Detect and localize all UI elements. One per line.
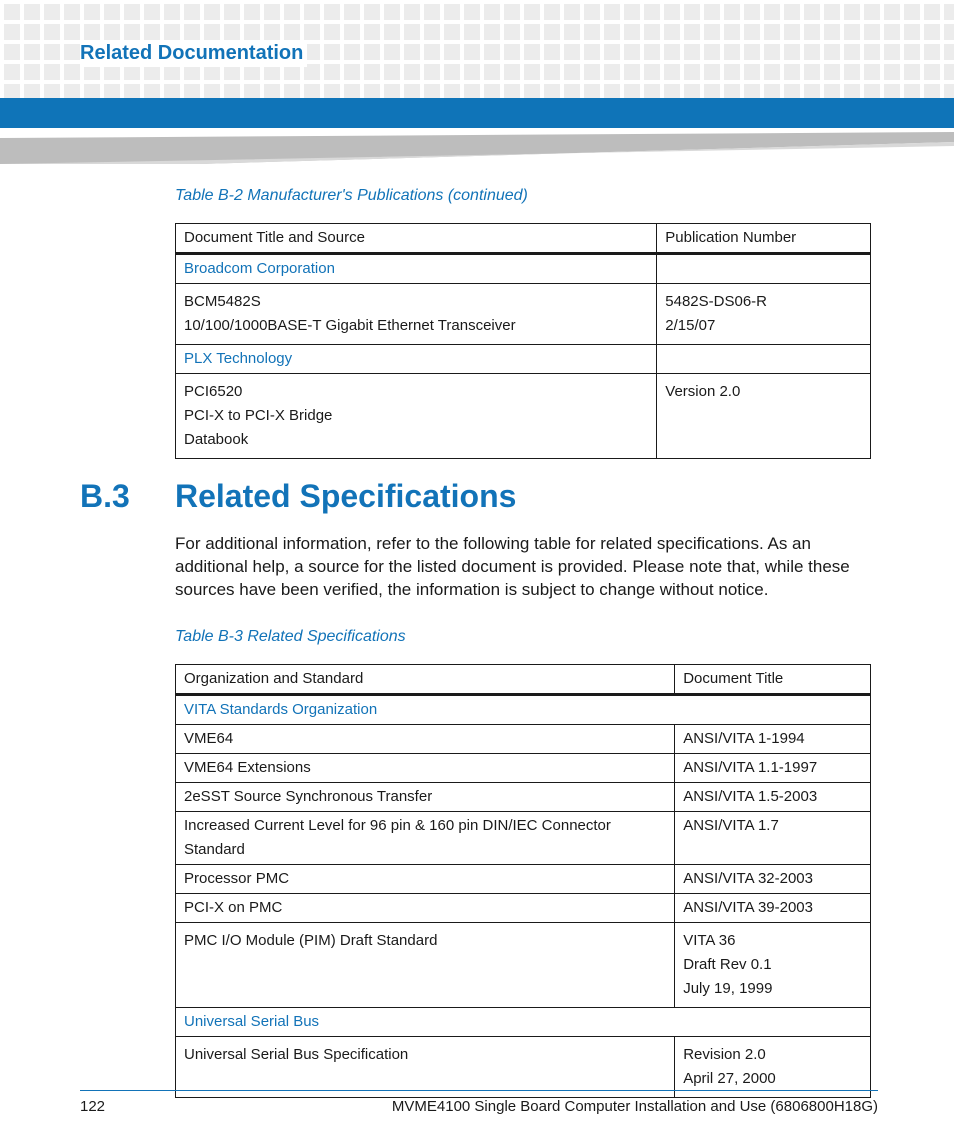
table-row: [176, 812, 871, 865]
cell-line: PMC I/O Module (PIM) Draft Standard: [184, 932, 438, 949]
cell-title: [176, 725, 675, 754]
cell-line: Version 2.0: [665, 383, 741, 400]
cell-title: [176, 754, 675, 783]
cell-line: 2eSST Source Synchronous Transfer: [184, 788, 433, 805]
cell-line: ANSI/VITA 1.1-1997: [683, 759, 818, 776]
footer-doc-title: MVME4100 Single Board Computer Installation and Use (6806800H18G): [391, 1098, 878, 1115]
cell-line: 10/100/1000BASE-T Gigabit Ethernet Transceiver: [184, 317, 516, 334]
cell-line: ANSI/VITA 1.5-2003: [683, 788, 818, 805]
cell-line: Processor PMC: [184, 870, 290, 887]
section-number: B.3: [80, 478, 130, 514]
cell-title: [176, 1037, 675, 1098]
cell-line: ANSI/VITA 1-1994: [683, 730, 805, 747]
group-row: [176, 254, 871, 284]
group-name: PLX Technology: [176, 345, 657, 374]
cell-title: [176, 284, 657, 345]
cell-number: [675, 865, 871, 894]
cell-line: Revision 2.0: [683, 1046, 766, 1063]
cell-title: [176, 374, 657, 459]
table-row: [176, 284, 871, 345]
cell-line: 5482S-DS06-R: [665, 293, 767, 310]
cell-line: Universal Serial Bus Specification: [184, 1046, 409, 1063]
table-header-row: [176, 224, 871, 254]
column-header: Organization and Standard: [176, 665, 675, 695]
cell-line: VME64 Extensions: [184, 759, 311, 776]
table-b2: [175, 223, 871, 459]
empty-cell: [657, 254, 871, 284]
cell-line: ANSI/VITA 39-2003: [683, 899, 813, 916]
page-number: 122: [80, 1098, 106, 1115]
header-blue-band: [0, 98, 954, 128]
cell-line: 2/15/07: [665, 317, 716, 334]
table-row: [176, 754, 871, 783]
cell-line: ANSI/VITA 1.7: [683, 817, 779, 834]
cell-line: PCI-X to PCI-X Bridge: [184, 407, 333, 424]
footer-rule: [80, 1090, 878, 1091]
cell-number: [657, 284, 871, 345]
cell-number: [657, 374, 871, 459]
cell-line: ANSI/VITA 32-2003: [683, 870, 813, 887]
cell-title: [176, 923, 675, 1008]
table-row: [176, 865, 871, 894]
cell-line: PCI-X on PMC: [184, 899, 283, 916]
table-row: [176, 725, 871, 754]
cell-line: PCI6520: [184, 383, 243, 400]
section-paragraph: For additional information, refer to the following table for related specifications. As an additional help, a source for the listed document is provided. Please note that, while these sources have been verified, the information is subject to change without notice.: [175, 534, 850, 599]
cell-line: BCM5482S: [184, 293, 261, 310]
cell-title: [176, 865, 675, 894]
table-b2-caption: Table B-2 Manufacturer's Publications (continued): [175, 187, 528, 204]
table-row: [176, 783, 871, 812]
cell-line: Draft Rev 0.1: [683, 956, 772, 973]
group-row: [176, 345, 871, 374]
cell-line: VITA 36: [683, 932, 736, 949]
group-name: Universal Serial Bus: [176, 1008, 871, 1037]
group-name: Broadcom Corporation: [176, 254, 657, 284]
table-row: [176, 374, 871, 459]
empty-cell: [657, 345, 871, 374]
cell-title: [176, 783, 675, 812]
cell-number: [675, 1037, 871, 1098]
group-name: VITA Standards Organization: [176, 695, 871, 725]
table-b3: [175, 664, 871, 1098]
cell-line: July 19, 1999: [683, 980, 773, 997]
table-header-row: [176, 665, 871, 695]
column-header: Document Title: [675, 665, 871, 695]
table-b3-caption: Table B-3 Related Specifications: [175, 628, 406, 645]
table-row: [176, 894, 871, 923]
running-header-title: Related Documentation: [80, 40, 307, 67]
column-header: Publication Number: [657, 224, 871, 254]
cell-line: Increased Current Level for 96 pin & 160 pin DIN/IEC Connector Standard: [184, 817, 611, 858]
cell-title: [176, 894, 675, 923]
column-header: Document Title and Source: [176, 224, 657, 254]
cell-number: [675, 894, 871, 923]
cell-number: [675, 783, 871, 812]
cell-number: [675, 923, 871, 1008]
cell-number: [675, 725, 871, 754]
cell-number: [675, 812, 871, 865]
cell-title: [176, 812, 675, 865]
cell-number: [675, 754, 871, 783]
table-row: [176, 923, 871, 1008]
cell-line: April 27, 2000: [683, 1070, 776, 1087]
header-swoosh: [0, 128, 954, 164]
section-title: Related Specifications: [175, 478, 517, 514]
table-row: [176, 1037, 871, 1098]
group-row: [176, 695, 871, 725]
cell-line: VME64: [184, 730, 234, 747]
group-row: [176, 1008, 871, 1037]
cell-line: Databook: [184, 431, 249, 448]
